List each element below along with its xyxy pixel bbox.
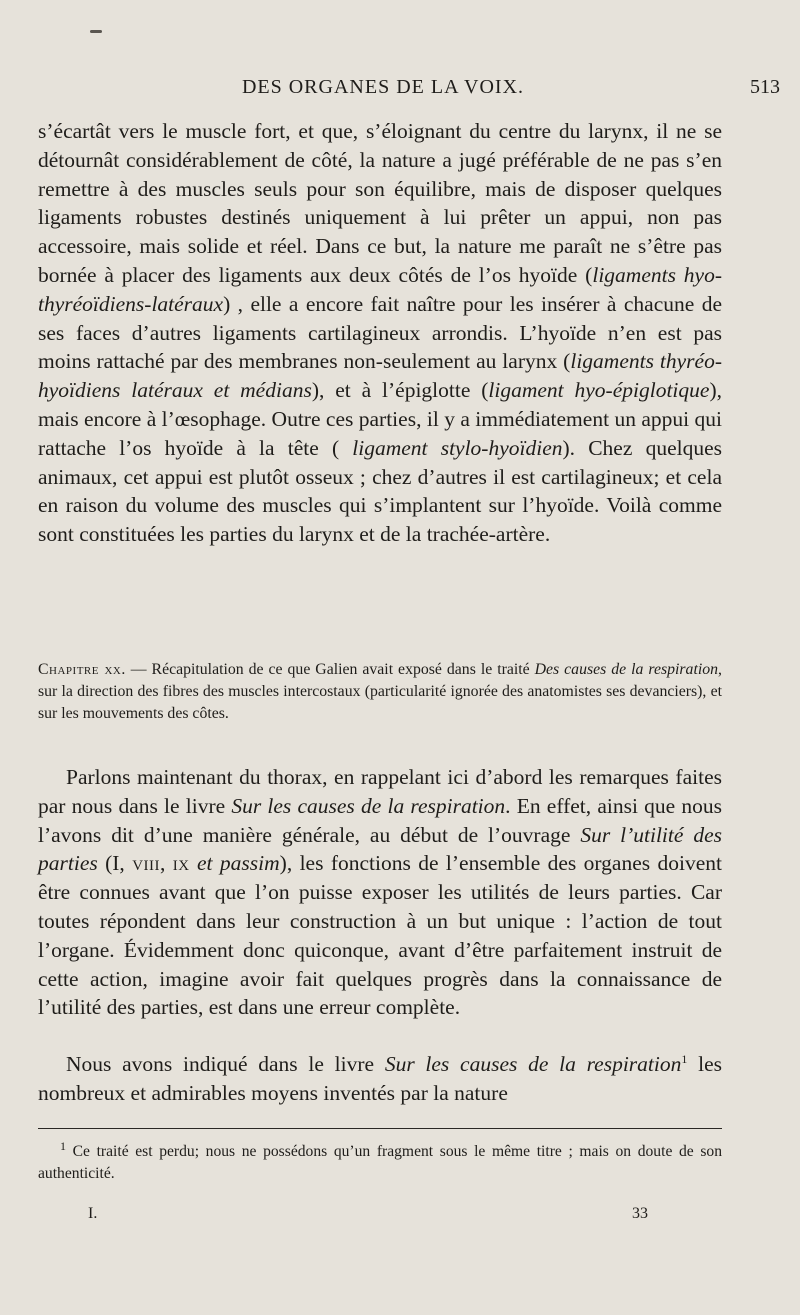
footnote xyxy=(38,1138,722,1185)
ink-mark xyxy=(90,30,102,33)
text-span: ). Chez quelques animaux, cet appui est plutôt osseux ; chez d’autres il est cartilagineux; et cela en raison du volume des muscles qui s’implantent sur l’hyoïde. Voilà comme sont constituées les parties du larynx et de la trachée-artère. xyxy=(38,435,722,547)
italic-term: et passim xyxy=(197,851,280,876)
text-span: ), mais encore à l’œsophage. Outre ces parties, il y a immédiatement un appui qui rattache l’os hyoïde à la tête ( xyxy=(38,378,722,460)
text-span: Parlons maintenant du thorax, en rappelant ici d’abord les remarques faites par nous dans le livre xyxy=(38,765,722,818)
running-head xyxy=(36,76,780,100)
chapter-label: Chapitre xx. xyxy=(38,661,126,678)
footnote-rule xyxy=(38,1128,722,1129)
sheet-number: 33 xyxy=(632,1205,648,1222)
roman-numeral: ix xyxy=(172,851,190,876)
page-number: 513 xyxy=(750,76,780,98)
italic-title: Sur l’utilité des parties xyxy=(38,822,722,876)
running-title: DES ORGANES DE LA VOIX. xyxy=(241,76,525,98)
footnote-reference: 1 xyxy=(681,1051,688,1066)
text-span: s’écartât vers le muscle fort, et que, s’éloignant du centre du larynx, il ne se détournât considérablement de côté, la nature a jugé préférable de ne pas s’en remettre à des muscles seuls pour son équilibre, mais de disposer quelques ligaments robustes destinés uniquement à lui prêter un appui, non pas accessoire, mais solide et réel. Dans ce but, la nature me paraît ne s’être pas bornée à placer des ligaments aux deux côtés de l’os hyoïde ( xyxy=(38,119,722,287)
footnote-marker: 1 xyxy=(60,1138,66,1153)
italic-term: ligament hyo-épiglotique xyxy=(488,378,710,403)
footnote-text: Ce traité est perdu; nous ne possédons qu’un fragment sous le même titre ; mais on doute de son authenticité. xyxy=(38,1143,722,1182)
italic-title: Sur les causes de la respiration xyxy=(384,1052,682,1076)
text-span: (I, xyxy=(97,851,133,876)
text-span: ) , elle a encore fait naître pour les insérer à chacune de ses faces d’autres ligaments cartilagineux arrondis. L’hyoïde n’en est pas moins rattaché par des membranes non-seulement au larynx ( xyxy=(38,291,722,374)
text-span: , sur la direction des fibres des muscles intercostaux (particularité ignorée des anatomistes ses devanciers), et sur les mouvements des côtes. xyxy=(38,661,722,722)
italic-term: ligaments thyréo-hyoïdiens latéraux et médians xyxy=(38,349,722,403)
italic-title: Sur les causes de la respiration xyxy=(231,793,506,818)
chapter-summary xyxy=(38,659,722,725)
paragraph-larynx-ligaments xyxy=(38,117,722,549)
signature-mark: I. xyxy=(88,1205,98,1222)
text-span: ), et à l’épiglotte ( xyxy=(311,378,489,403)
text-span: les nombreux et admirables moyens inventés par la nature xyxy=(38,1052,722,1105)
italic-term: ligaments hyo-thyréoïdiens-latéraux xyxy=(38,262,722,316)
text-span: . En effet, ainsi que nous l’avons dit d’une manière générale, au début de l’ouvrage xyxy=(38,793,722,847)
text-span: ), les fonctions de l’ensemble des organes doivent être connues avant que l’on puisse exposer les utilités de leurs parties. Car toutes répondent dans leur construction à un but unique : l’action de tout l’organe. Évidemment donc quiconque, avant d’être parfaitement instruit de cette action, imagine avoir fait quelques progrès dans la connaissance de l’utilité des parties, est dans une erreur complète. xyxy=(38,851,723,1020)
italic-term: ligament stylo-hyoïdien xyxy=(352,435,563,460)
text-span: — Récapitulation de ce que Galien avait exposé dans le traité xyxy=(125,661,535,678)
paragraph-thorax xyxy=(38,763,722,1022)
text-span: , xyxy=(160,851,173,876)
paragraph-respiration-means xyxy=(38,1050,722,1108)
roman-numeral: viii xyxy=(132,851,161,876)
text-span xyxy=(190,851,197,875)
text-span: Nous avons indiqué dans le livre xyxy=(66,1052,385,1076)
italic-title: Des causes de la respiration xyxy=(534,661,719,678)
